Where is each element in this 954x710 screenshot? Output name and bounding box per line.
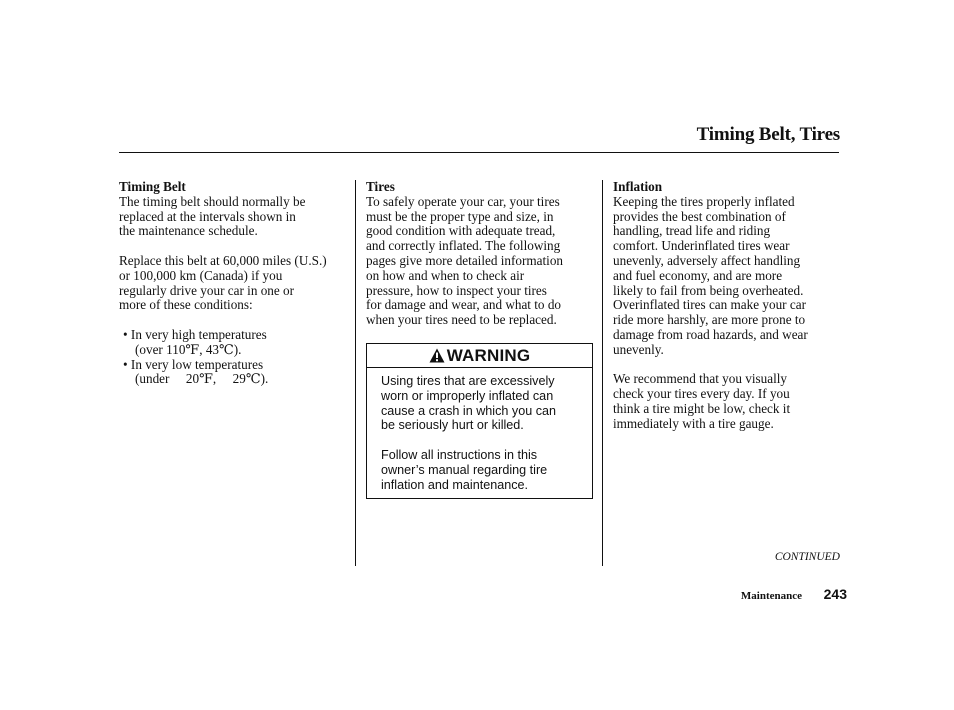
tires-column xyxy=(366,180,594,328)
page-title: Timing Belt, Tires xyxy=(696,124,840,145)
paragraph-gap xyxy=(381,433,556,448)
warning-line: inflation and maintenance. xyxy=(381,477,529,492)
bullet-continuation: (under 20℉, 29℃). xyxy=(135,371,269,387)
list-item xyxy=(119,328,353,358)
bullet-text: In very low temperatures xyxy=(130,356,264,372)
text-line: pages give more detailed information xyxy=(366,252,564,268)
text-line: check your tires every day. If you xyxy=(613,386,790,402)
text-line: good condition with adequate tread, xyxy=(366,223,556,239)
text-line: handling, tread life and riding xyxy=(613,223,771,239)
text-line: on how and when to check air xyxy=(366,267,525,283)
warning-line: Using tires that are excessively xyxy=(381,374,555,388)
warning-line: cause a crash in which you can xyxy=(381,403,557,418)
warning-title: WARNING xyxy=(446,345,531,365)
text-line: Overinflated tires can make your car xyxy=(613,297,806,313)
text-line: To safely operate your car, your tires xyxy=(366,193,560,209)
bullet-line xyxy=(119,328,353,343)
bullet-continuation: (over 110℉, 43℃). xyxy=(135,341,242,357)
warning-line: be seriously hurt or killed. xyxy=(381,418,524,433)
text-line: ride more harshly, are more prone to xyxy=(613,312,806,328)
text-line: the maintenance schedule. xyxy=(119,223,258,239)
text-line: immediately with a tire gauge. xyxy=(613,415,774,431)
timing-belt-column xyxy=(119,180,353,387)
text-line: unevenly, adversely affect handling xyxy=(613,252,801,268)
warning-triangle-icon xyxy=(429,348,445,363)
warning-line: Follow all instructions in this xyxy=(381,447,538,462)
conditions-list xyxy=(119,328,353,387)
warning-header xyxy=(367,344,592,368)
text-line: must be the proper type and size, in xyxy=(366,208,554,224)
inflation-column xyxy=(613,180,841,432)
text-line: provides the best combination of xyxy=(613,208,786,224)
text-line: Replace this belt at 60,000 miles (U.S.) xyxy=(119,252,327,268)
text-line: or 100,000 km (Canada) if you xyxy=(119,267,283,283)
list-item xyxy=(119,358,353,388)
warning-line: worn or improperly inflated can xyxy=(381,388,554,403)
column-divider xyxy=(355,180,356,566)
text-line: and fuel economy, and are more xyxy=(613,267,783,283)
text-line: more of these conditions: xyxy=(119,297,253,313)
warning-body xyxy=(381,374,556,492)
page-number: 243 xyxy=(823,586,847,602)
bullet-marker: • xyxy=(123,326,128,342)
title-rule xyxy=(119,152,839,153)
paragraph-gap xyxy=(119,313,353,328)
bullet-text: In very high temperatures xyxy=(130,326,267,342)
text-line: Keeping the tires properly inflated xyxy=(613,193,795,209)
footer-section-label: Maintenance xyxy=(740,590,802,602)
text-line: damage from road hazards, and wear xyxy=(613,326,808,342)
text-line: pressure, how to inspect your tires xyxy=(366,282,547,298)
continued-label: CONTINUED xyxy=(774,551,840,563)
text-line: think a tire might be low, check it xyxy=(613,400,791,416)
text-line: when your tires need to be replaced. xyxy=(366,312,557,328)
text-line: replaced at the intervals shown in xyxy=(119,208,296,224)
warning-box xyxy=(366,343,593,499)
text-line: The timing belt should normally be xyxy=(119,193,306,209)
timing-belt-heading: Timing Belt xyxy=(119,179,186,194)
text-line: comfort. Underinflated tires wear xyxy=(613,238,790,254)
bullet-marker: • xyxy=(123,356,128,372)
tires-heading: Tires xyxy=(366,179,395,194)
text-line: likely to fail from being overheated. xyxy=(613,282,804,298)
warning-line: owner’s manual regarding tire xyxy=(381,462,548,477)
text-line: unevenly. xyxy=(613,341,664,357)
text-line: We recommend that you visually xyxy=(613,371,787,387)
column-divider xyxy=(602,180,603,566)
text-line: and correctly inflated. The following xyxy=(366,238,561,254)
paragraph-gap xyxy=(613,358,841,373)
bullet-line xyxy=(119,358,353,373)
paragraph-gap xyxy=(119,239,353,254)
text-line: for damage and wear, and what to do xyxy=(366,297,562,313)
text-line: regularly drive your car in one or xyxy=(119,282,295,298)
inflation-heading: Inflation xyxy=(613,179,663,194)
